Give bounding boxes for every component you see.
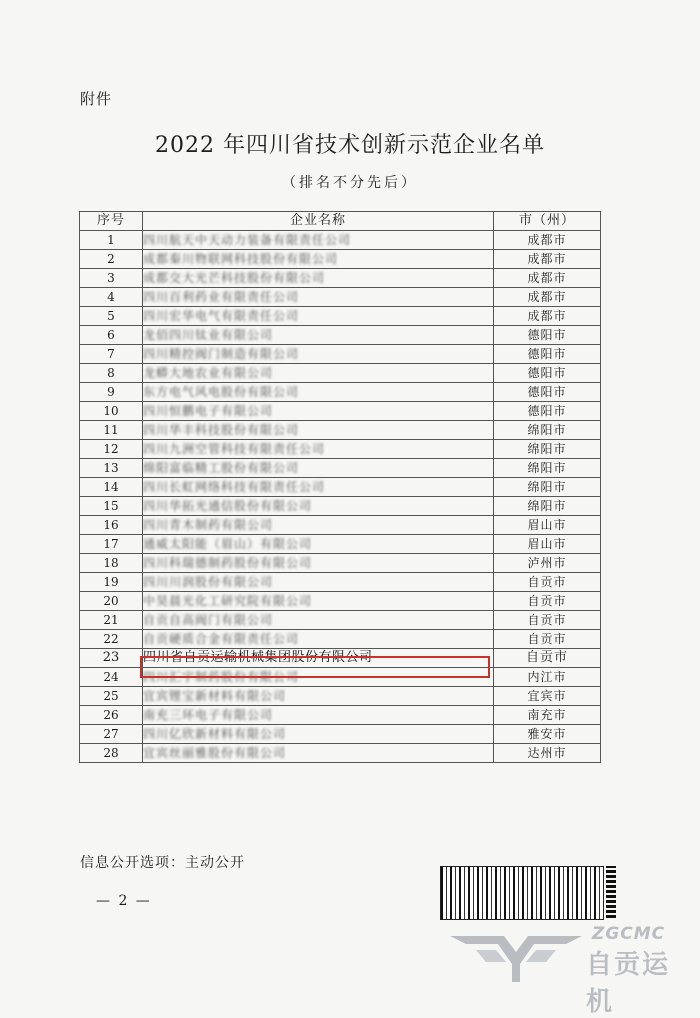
row-enterprise-name — [143, 459, 494, 478]
enterprise-name-text: 四川百利药业有限责任公司 — [143, 290, 300, 304]
company-logo — [446, 922, 696, 1017]
row-serial: 21 — [80, 611, 143, 630]
row-enterprise-name — [143, 497, 494, 516]
enterprise-name-text: 宜宾丝丽雅股份有限公司 — [143, 746, 287, 760]
enterprise-name-text: 成都秦川物联网科技股份有限公司 — [143, 252, 339, 266]
row-serial: 7 — [80, 345, 143, 364]
row-enterprise-name — [143, 535, 494, 554]
row-city: 雅安市 — [494, 725, 601, 744]
row-enterprise-name — [143, 440, 494, 459]
table-row — [80, 269, 601, 288]
enterprise-name-text: 东方电气风电股份有限公司 — [143, 385, 300, 399]
row-enterprise-name — [143, 307, 494, 326]
enterprise-name-text: 四川长虹网络科技有限责任公司 — [143, 480, 326, 494]
enterprise-name-text: 四川精控阀门制造有限公司 — [143, 347, 300, 361]
row-serial: 17 — [80, 535, 143, 554]
enterprise-name-text: 四川宏华电气有限责任公司 — [143, 309, 300, 323]
row-city: 自贡市 — [494, 573, 601, 592]
table-row — [80, 592, 601, 611]
logo-emblem-icon — [446, 922, 586, 986]
row-serial: 23 — [80, 649, 143, 668]
enterprise-name-text: 四川青木制药有限公司 — [143, 518, 274, 532]
row-city: 成都市 — [494, 307, 601, 326]
enterprise-name-text: 四川科瑞德制药股份有限公司 — [143, 556, 313, 570]
table-row — [80, 687, 601, 706]
enterprise-name-text: 龙蟒大地农业有限公司 — [143, 366, 274, 380]
enterprise-name-text: 南充三环电子有限公司 — [143, 708, 274, 722]
enterprise-name-text: 四川华拓光通信股份有限公司 — [143, 499, 313, 513]
row-enterprise-name — [143, 383, 494, 402]
enterprise-name-text: 四川航天中天动力装备有限责任公司 — [143, 233, 352, 247]
row-serial: 18 — [80, 554, 143, 573]
table-row — [80, 307, 601, 326]
row-serial: 22 — [80, 630, 143, 649]
row-city: 宜宾市 — [494, 687, 601, 706]
row-enterprise-name — [143, 725, 494, 744]
row-city: 眉山市 — [494, 535, 601, 554]
document-subtitle: （排名不分先后） — [282, 175, 418, 191]
row-city: 自贡市 — [494, 649, 601, 668]
row-serial: 27 — [80, 725, 143, 744]
table-row — [80, 402, 601, 421]
highlight-box — [140, 656, 490, 678]
row-city: 德阳市 — [494, 364, 601, 383]
row-city: 成都市 — [494, 288, 601, 307]
enterprise-name-text: 四川华丰科技股份有限公司 — [143, 423, 300, 437]
row-enterprise-name — [143, 269, 494, 288]
row-city: 绵阳市 — [494, 421, 601, 440]
table-row — [80, 364, 601, 383]
row-city: 自贡市 — [494, 630, 601, 649]
row-enterprise-name — [143, 288, 494, 307]
table-row — [80, 383, 601, 402]
row-city: 德阳市 — [494, 383, 601, 402]
table-row — [80, 725, 601, 744]
enterprise-table — [79, 211, 601, 763]
table-row — [80, 611, 601, 630]
row-serial: 3 — [80, 269, 143, 288]
table-row — [80, 535, 601, 554]
document-title: 2022 年四川省技术创新示范企业名单 — [155, 133, 545, 158]
row-serial: 20 — [80, 592, 143, 611]
row-serial: 1 — [80, 231, 143, 250]
row-serial: 14 — [80, 478, 143, 497]
header-enterprise-name: 企业名称 — [143, 212, 494, 231]
row-enterprise-name — [143, 364, 494, 383]
table-header-row — [80, 212, 601, 231]
table-row — [80, 744, 601, 763]
enterprise-name-text: 四川汇宇制药股份有限公司 — [143, 670, 300, 684]
row-enterprise-name — [143, 421, 494, 440]
enterprise-name-text: 自贡自高阀门有限公司 — [143, 613, 274, 627]
row-city: 成都市 — [494, 231, 601, 250]
row-city: 绵阳市 — [494, 440, 601, 459]
table-row — [80, 554, 601, 573]
row-serial: 5 — [80, 307, 143, 326]
enterprise-name-text: 宜宾锂宝新材料有限公司 — [143, 689, 287, 703]
row-serial: 10 — [80, 402, 143, 421]
enterprise-name-text: 绵阳富临精工股份有限公司 — [143, 461, 300, 475]
page-number: — 2 — — [96, 893, 152, 909]
row-city: 自贡市 — [494, 611, 601, 630]
row-enterprise-name — [143, 744, 494, 763]
enterprise-name-text: 四川川润股份有限公司 — [143, 575, 274, 589]
table-row — [80, 630, 601, 649]
row-city: 绵阳市 — [494, 497, 601, 516]
row-enterprise-name — [143, 402, 494, 421]
row-enterprise-name — [143, 345, 494, 364]
logo-text-cn: 自贡运机 — [586, 950, 671, 1017]
table-row — [80, 497, 601, 516]
row-city: 成都市 — [494, 269, 601, 288]
row-city: 成都市 — [494, 250, 601, 269]
enterprise-name-text: 成都交大光芒科技股份有限公司 — [143, 271, 326, 285]
enterprise-name-text: 通威太阳能（眉山）有限公司 — [143, 537, 313, 551]
row-serial: 2 — [80, 250, 143, 269]
row-serial: 9 — [80, 383, 143, 402]
enterprise-name-text: 中昊晨光化工研究院有限公司 — [143, 594, 313, 608]
row-serial: 12 — [80, 440, 143, 459]
attachment-label: 附件 — [80, 90, 113, 108]
row-enterprise-name — [143, 231, 494, 250]
qr-code — [440, 866, 604, 920]
header-city: 市（州） — [494, 212, 601, 231]
enterprise-name-text: 四川恒鹏电子有限公司 — [143, 404, 274, 418]
enterprise-name-text: 龙佰四川钛业有限公司 — [143, 328, 274, 342]
row-city: 达州市 — [494, 744, 601, 763]
row-enterprise-name — [143, 516, 494, 535]
row-enterprise-name — [143, 250, 494, 269]
row-serial: 24 — [80, 668, 143, 687]
row-serial: 11 — [80, 421, 143, 440]
row-city: 绵阳市 — [494, 478, 601, 497]
enterprise-name-text: 四川省自贡运输机械集团股份有限公司 — [143, 650, 373, 665]
row-city: 德阳市 — [494, 326, 601, 345]
row-enterprise-name — [143, 592, 494, 611]
row-enterprise-name — [143, 573, 494, 592]
table-row — [80, 459, 601, 478]
qr-side-bar — [606, 866, 616, 918]
row-enterprise-name — [143, 554, 494, 573]
row-enterprise-name — [143, 687, 494, 706]
table-row — [80, 421, 601, 440]
table-row — [80, 345, 601, 364]
enterprise-name-text: 四川亿欣新材料有限公司 — [143, 727, 287, 741]
row-enterprise-name — [143, 611, 494, 630]
row-serial: 25 — [80, 687, 143, 706]
enterprise-name-text: 四川九洲空管科技有限责任公司 — [143, 442, 326, 456]
row-serial: 28 — [80, 744, 143, 763]
row-serial: 15 — [80, 497, 143, 516]
row-enterprise-name — [143, 326, 494, 345]
table-row — [80, 288, 601, 307]
row-city: 自贡市 — [494, 592, 601, 611]
table-row — [80, 250, 601, 269]
row-serial: 6 — [80, 326, 143, 345]
row-city: 德阳市 — [494, 402, 601, 421]
row-serial: 4 — [80, 288, 143, 307]
table-row — [80, 326, 601, 345]
row-city: 德阳市 — [494, 345, 601, 364]
row-enterprise-name — [143, 630, 494, 649]
row-serial: 19 — [80, 573, 143, 592]
table-row — [80, 573, 601, 592]
enterprise-name-text: 自贡硬质合金有限责任公司 — [143, 632, 300, 646]
table-row — [80, 516, 601, 535]
row-serial: 16 — [80, 516, 143, 535]
table-row — [80, 478, 601, 497]
disclosure-option: 信息公开选项：主动公开 — [80, 855, 245, 871]
row-city: 眉山市 — [494, 516, 601, 535]
table-row — [80, 440, 601, 459]
row-serial: 13 — [80, 459, 143, 478]
row-serial: 26 — [80, 706, 143, 725]
logo-text-en: ZGCMC — [592, 924, 666, 944]
row-city: 泸州市 — [494, 554, 601, 573]
row-city: 内江市 — [494, 668, 601, 687]
row-enterprise-name — [143, 478, 494, 497]
row-serial: 8 — [80, 364, 143, 383]
header-serial: 序号 — [80, 212, 143, 231]
table-row — [80, 706, 601, 725]
row-city: 绵阳市 — [494, 459, 601, 478]
row-enterprise-name — [143, 706, 494, 725]
table-row — [80, 231, 601, 250]
row-city: 南充市 — [494, 706, 601, 725]
